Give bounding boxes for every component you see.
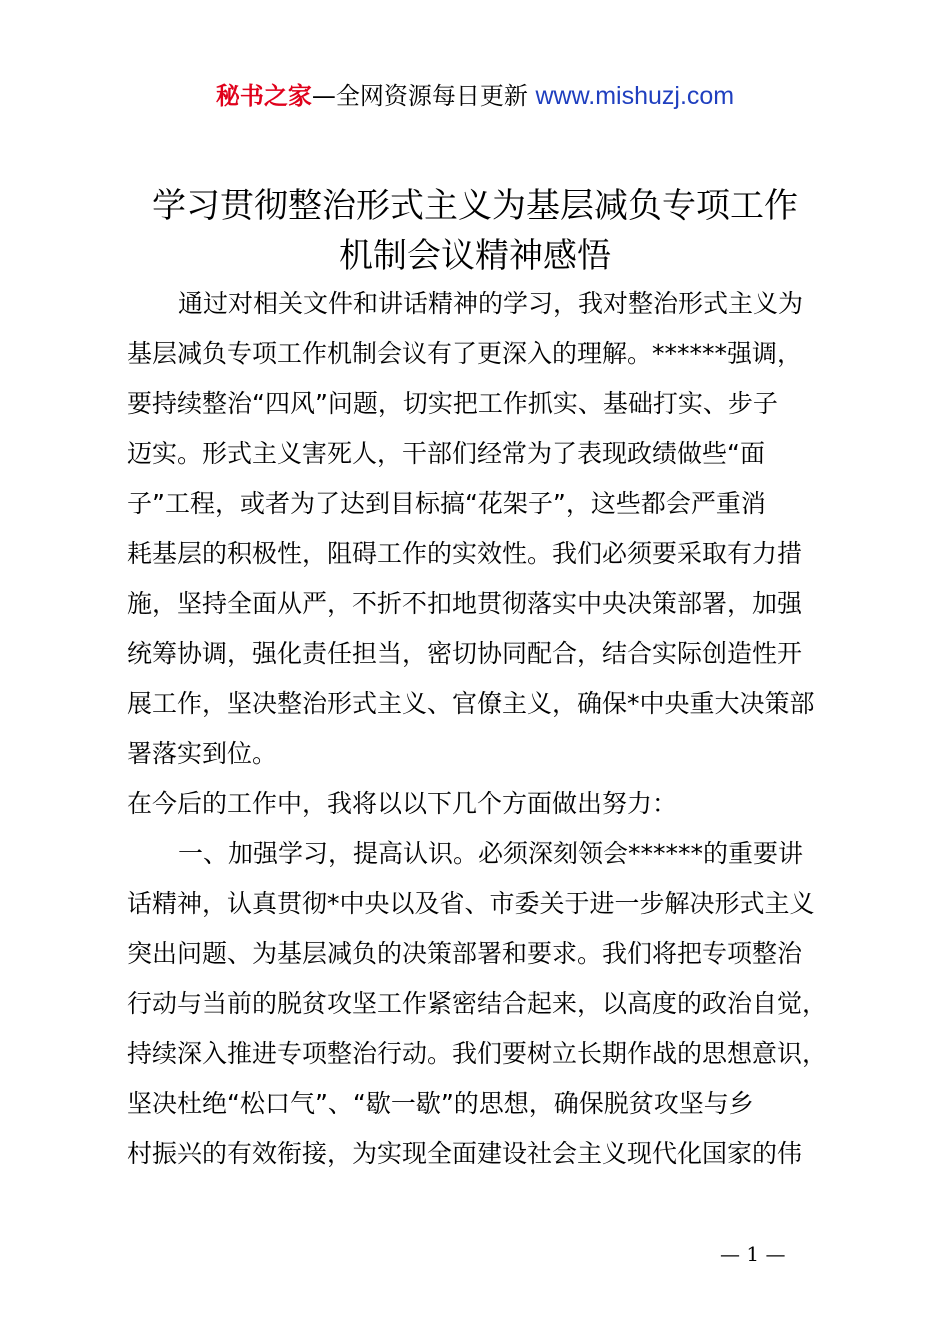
paragraph-3-line: 坚决杜绝“松口气”、“歇一歇”的思想，确保脱贫攻坚与乡 (127, 1089, 754, 1118)
page-number: — 1 — (720, 1242, 786, 1266)
paragraph-3-line: 话精神，认真贯彻*中央以及省、市委关于进一步解决形式主义 (127, 889, 815, 918)
paragraph-1-line: 迈实。形式主义害死人，干部们经常为了表现政绩做些“面 (127, 439, 765, 468)
site-tagline: —全网资源每日更新 (311, 82, 528, 110)
paragraph-2-line: 在今后的工作中，我将以以下几个方面做出努力： (127, 789, 678, 818)
paragraph-1-line: 展工作，坚决整治形式主义、官僚主义，确保*中央重大决策部 (127, 689, 815, 718)
paragraph-1-line: 要持续整治“四风”问题，切实把工作抓实、基础打实、步子 (127, 389, 778, 418)
site-brand: 秘书之家 (215, 82, 312, 110)
paragraph-3-line: 持续深入推进专项整治行动。我们要树立长期作战的思想意识， (127, 1039, 828, 1068)
paragraph-1-line: 通过对相关文件和讲话精神的学习，我对整治形式主义为 (178, 289, 804, 318)
site-banner (0, 80, 950, 112)
document-title-line-1: 学习贯彻整治形式主义为基层减负专项工作 (152, 186, 798, 226)
paragraph-1-line: 统筹协调，强化责任担当，密切协同配合，结合实际创造性开 (127, 639, 803, 668)
paragraph-3-line: 村振兴的有效衔接，为实现全面建设社会主义现代化国家的伟 (127, 1139, 803, 1168)
paragraph-3-line: 行动与当前的脱贫攻坚工作紧密结合起来，以高度的政治自觉， (127, 989, 828, 1018)
paragraph-1-line: 施，坚持全面从严，不折不扣地贯彻落实中央决策部署，加强 (127, 589, 803, 618)
paragraph-1-line: 署落实到位。 (127, 739, 278, 768)
paragraph-1-line: 耗基层的积极性，阻碍工作的实效性。我们必须要采取有力措 (127, 539, 803, 568)
paragraph-1-line: 子”工程，或者为了达到目标搞“花架子”，这些都会严重消 (127, 489, 766, 518)
site-url-link[interactable]: www.mishuzj.com (535, 82, 735, 110)
paragraph-3-line: 一、加强学习，提高认识。必须深刻领会******的重要讲 (178, 839, 804, 868)
document-title-line-2: 机制会议精神感悟 (339, 236, 611, 276)
paragraph-3-line: 突出问题、为基层减负的决策部署和要求。我们将把专项整治 (127, 939, 803, 968)
paragraph-1-line: 基层减负专项工作机制会议有了更深入的理解。******强调， (127, 339, 803, 368)
